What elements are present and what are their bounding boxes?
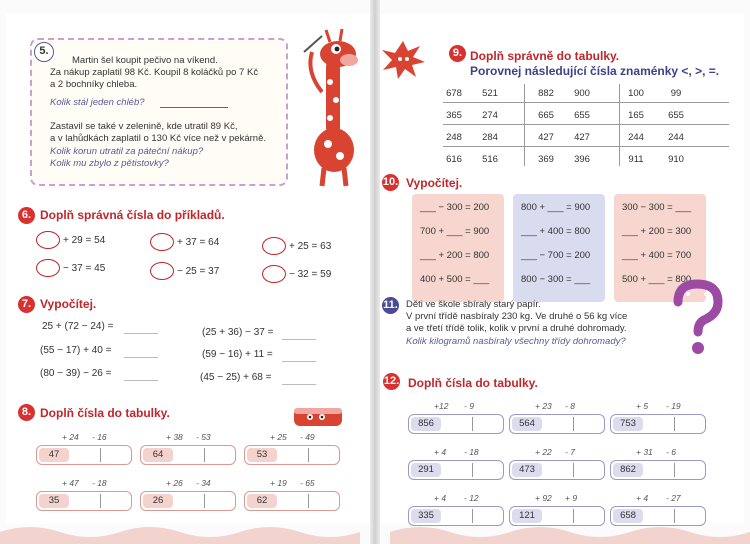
task8-answer-cell[interactable] — [205, 448, 235, 462]
table-divider — [443, 102, 729, 103]
task11-number: 11. — [382, 297, 399, 314]
task11-line: Děti ve škole sbíraly starý papír. — [406, 299, 541, 310]
table-number: 427 — [538, 132, 554, 143]
task12-answer-cell[interactable] — [443, 417, 473, 431]
task7-title: Vypočítej. — [40, 297, 97, 311]
pencil-case-illustration — [288, 400, 348, 430]
task12-answer-cell[interactable] — [473, 509, 503, 523]
task5-line: Za nákup zaplatil 98 Kč. Koupil 8 koláčků po 7 Kč — [50, 67, 259, 78]
task8-operation-label: - 18 — [92, 478, 107, 488]
task12-answer-cell[interactable] — [645, 509, 675, 523]
table-number: 284 — [482, 132, 498, 143]
task12-operation-label: - 12 — [464, 493, 479, 503]
task11-question: Kolik kilogramů nasbíraly všechny třídy dohromady? — [406, 336, 626, 347]
task7-expression: (45 − 25) + 68 = — [200, 372, 272, 383]
task6-equation: + 29 = 54 — [63, 235, 106, 246]
task12-start-value: 862 — [613, 463, 643, 477]
task12-start-value: 753 — [613, 417, 643, 431]
task6-equation: + 37 = 64 — [177, 237, 220, 248]
task8-answer-cell[interactable] — [205, 494, 235, 508]
table-number: 274 — [482, 110, 498, 121]
task8-start-value: 47 — [39, 448, 69, 462]
task12-start-value: 291 — [411, 463, 441, 477]
task12-start-value: 121 — [512, 509, 542, 523]
task10-equation[interactable]: ___ + 400 = 800 — [521, 226, 591, 237]
task6-answer-circle[interactable] — [150, 233, 174, 251]
task5-question: Kolik korun utratil za páteční nákup? — [50, 146, 204, 157]
task6-equation: + 25 = 63 — [289, 241, 332, 252]
task8-operation-label: - 65 — [300, 478, 315, 488]
task12-chain-row — [408, 460, 504, 480]
task5-line: Martin šel koupit pečivo na víkend. — [72, 55, 218, 66]
task10-equation[interactable]: 700 + ___ = 900 — [420, 226, 490, 237]
task12-operation-label: - 8 — [565, 401, 575, 411]
task12-start-value: 473 — [512, 463, 542, 477]
task12-operation-label: + 92 — [535, 493, 552, 503]
task12-operation-label: + 22 — [535, 447, 552, 457]
task12-operation-label: - 7 — [565, 447, 575, 457]
task6-equation: − 25 = 37 — [177, 266, 220, 277]
task12-operation-label: + 4 — [434, 447, 447, 457]
task8-operation-label: - 49 — [300, 432, 315, 442]
task12-answer-cell[interactable] — [544, 417, 574, 431]
task8-title: Doplň čísla do tabulky. — [40, 406, 170, 420]
task8-start-value: 62 — [247, 494, 277, 508]
task7-answer-line[interactable] — [124, 380, 158, 381]
task12-answer-cell[interactable] — [544, 463, 574, 477]
task5-line: a 2 bochníky chleba. — [50, 79, 138, 90]
task8-chain-row — [244, 491, 340, 511]
table-number: 99 — [670, 88, 682, 99]
task12-start-value: 658 — [613, 509, 643, 523]
task12-start-value: 335 — [411, 509, 441, 523]
task12-operation-label: - 18 — [464, 447, 479, 457]
task12-operation-label: - 27 — [666, 493, 681, 503]
table-number: 910 — [668, 154, 684, 165]
question-mark-illustration — [664, 278, 730, 358]
task7-answer-line[interactable] — [124, 357, 158, 358]
task10-equation[interactable]: 800 + ___ = 900 — [521, 202, 591, 213]
task9-title: Doplň správně do tabulky. — [470, 49, 620, 63]
task7-answer-line[interactable] — [124, 333, 158, 334]
task8-operation-label: + 38 — [166, 432, 183, 442]
task10-equation[interactable]: ___ − 700 = 200 — [521, 250, 591, 261]
task12-answer-cell[interactable] — [574, 417, 604, 431]
task7-expression: (25 + 36) − 37 = — [202, 327, 274, 338]
task5-number: 5. — [34, 42, 54, 62]
task7-answer-line[interactable] — [282, 339, 316, 340]
task12-operation-label: +12 — [434, 401, 449, 411]
task8-start-value: 35 — [39, 494, 69, 508]
task12-chain-row — [408, 414, 504, 434]
task8-number: 8. — [18, 404, 35, 421]
task12-operation-label: - 6 — [666, 447, 676, 457]
task10-equation[interactable]: 300 − 300 = ___ — [622, 202, 692, 213]
table-divider — [443, 124, 729, 125]
task10-title: Vypočítej. — [406, 176, 463, 190]
task12-answer-cell[interactable] — [574, 463, 604, 477]
task12-answer-cell[interactable] — [675, 463, 705, 477]
task8-chain-row — [140, 491, 236, 511]
task5-question: Kolik mu zbylo z pětistovky? — [50, 158, 169, 169]
task12-chain-row — [509, 414, 605, 434]
table-number: 521 — [482, 88, 498, 99]
task12-answer-cell[interactable] — [645, 417, 675, 431]
task8-chain-row — [36, 491, 132, 511]
task12-answer-cell[interactable] — [544, 509, 574, 523]
task12-chain-row — [610, 414, 706, 434]
task8-operation-label: - 53 — [196, 432, 211, 442]
task11-line: a ve třetí třídě tolik, kolik v první a druhé dohromady. — [406, 323, 627, 334]
task9-number: 9. — [449, 45, 466, 62]
task6-answer-circle[interactable] — [36, 259, 60, 277]
task12-operation-label: + 31 — [636, 447, 653, 457]
task7-expression: 25 + (72 − 24) = — [42, 321, 114, 332]
task8-answer-cell[interactable] — [309, 448, 339, 462]
task5-line: a v lahůdkách zaplatil o 130 Kč více než v pekárně. — [50, 133, 266, 144]
task12-answer-cell[interactable] — [574, 509, 604, 523]
table-number: 244 — [628, 132, 644, 143]
task6-title: Doplň správná čísla do příkladů. — [40, 208, 225, 222]
task6-equation: − 37 = 45 — [63, 263, 106, 274]
table-number: 248 — [446, 132, 462, 143]
task8-answer-cell[interactable] — [101, 494, 131, 508]
task12-answer-cell[interactable] — [443, 463, 473, 477]
task6-answer-circle[interactable] — [262, 237, 286, 255]
task12-answer-cell[interactable] — [473, 463, 503, 477]
task12-answer-cell[interactable] — [473, 417, 503, 431]
task12-number: 12. — [383, 373, 400, 390]
task12-operation-label: - 19 — [666, 401, 681, 411]
task12-operation-label: + 5 — [636, 401, 649, 411]
task8-answer-cell[interactable] — [101, 448, 131, 462]
task7-expression: (59 − 16) + 11 = — [202, 349, 273, 360]
giraffe-illustration — [292, 22, 368, 190]
task12-chain-row — [509, 460, 605, 480]
task5-answer-line[interactable] — [160, 107, 228, 108]
task8-start-value: 64 — [143, 448, 173, 462]
task7-expression: (55 − 17) + 40 = — [40, 345, 112, 356]
book-gutter — [370, 0, 380, 544]
task12-operation-label: + 9 — [565, 493, 578, 503]
task12-title: Doplň čísla do tabulky. — [408, 376, 538, 390]
table-number: 427 — [574, 132, 590, 143]
task8-operation-label: + 47 — [62, 478, 79, 488]
task10-equation[interactable]: ___ + 200 = 800 — [420, 250, 490, 261]
task8-start-value: 53 — [247, 448, 277, 462]
task8-chain-row — [244, 445, 340, 465]
table-number: 655 — [668, 110, 684, 121]
task8-answer-cell[interactable] — [71, 448, 101, 462]
task12-start-value: 856 — [411, 417, 441, 431]
task12-operation-label: + 4 — [636, 493, 649, 503]
task6-answer-circle[interactable] — [262, 265, 286, 283]
table-number: 678 — [446, 88, 462, 99]
task12-answer-cell[interactable] — [675, 417, 705, 431]
task8-answer-cell[interactable] — [309, 494, 339, 508]
table-number: 900 — [574, 88, 590, 99]
task12-answer-cell[interactable] — [443, 509, 473, 523]
table-number: 369 — [538, 154, 554, 165]
table-number: 655 — [574, 110, 590, 121]
table-number: 516 — [482, 154, 498, 165]
task12-answer-cell[interactable] — [645, 463, 675, 477]
task9-subtitle: Porovnej následující čísla znaménky <, >, =. — [470, 64, 720, 78]
task8-operation-label: + 24 — [62, 432, 79, 442]
task10-number: 10. — [382, 174, 399, 191]
task8-chain-row — [36, 445, 132, 465]
table-number: 882 — [538, 88, 554, 99]
task8-operation-label: - 34 — [196, 478, 211, 488]
table-divider — [524, 84, 525, 166]
table-number: 911 — [628, 154, 644, 165]
task10-equation[interactable]: ___ + 400 = 700 — [622, 250, 692, 261]
table-number: 396 — [574, 154, 590, 165]
table-number: 100 — [628, 88, 644, 99]
task12-operation-label: + 4 — [434, 493, 447, 503]
task5-question: Kolik stál jeden chléb? — [50, 97, 145, 108]
paint-splat-illustration — [380, 38, 426, 80]
task8-operation-label: + 25 — [270, 432, 287, 442]
task12-start-value: 564 — [512, 417, 542, 431]
table-number: 165 — [628, 110, 644, 121]
task8-start-value: 26 — [143, 494, 173, 508]
task10-equation[interactable]: ___ − 300 = 200 — [420, 202, 490, 213]
task7-expression: (80 − 39) − 26 = — [40, 368, 112, 379]
task12-operation-label: - 9 — [464, 401, 474, 411]
table-number: 244 — [668, 132, 684, 143]
table-divider — [443, 146, 729, 147]
task6-answer-circle[interactable] — [36, 231, 60, 249]
task11-line: V první třídě nasbíraly 230 kg. Ve druhé o 56 kg více — [406, 311, 628, 322]
task8-answer-cell[interactable] — [175, 448, 205, 462]
task8-operation-label: + 19 — [270, 478, 287, 488]
task8-operation-label: + 26 — [166, 478, 183, 488]
task6-answer-circle[interactable] — [150, 262, 174, 280]
task12-chain-row — [610, 460, 706, 480]
task10-equation[interactable]: 400 + 500 = ___ — [420, 274, 490, 285]
table-number: 365 — [446, 110, 462, 121]
task8-answer-cell[interactable] — [175, 494, 205, 508]
task8-answer-cell[interactable] — [71, 494, 101, 508]
task8-operation-label: - 16 — [92, 432, 107, 442]
task6-number: 6. — [18, 207, 35, 224]
bottom-wave-decoration — [0, 522, 750, 544]
task8-answer-cell[interactable] — [279, 448, 309, 462]
task7-answer-line[interactable] — [282, 361, 316, 362]
task12-operation-label: + 23 — [535, 401, 552, 411]
task7-answer-line[interactable] — [282, 384, 316, 385]
task6-equation: − 32 = 59 — [289, 269, 332, 280]
task8-answer-cell[interactable] — [279, 494, 309, 508]
task7-number: 7. — [18, 296, 35, 313]
task10-equation[interactable]: 800 − 300 = ___ — [521, 274, 591, 285]
task12-answer-cell[interactable] — [675, 509, 705, 523]
task5-line: Zastavil se také v zelenině, kde utratil 89 Kč, — [50, 121, 238, 132]
task8-chain-row — [140, 445, 236, 465]
table-number: 665 — [538, 110, 554, 121]
task10-equation[interactable]: 500 + ___ = 800 — [622, 274, 692, 285]
task10-equation[interactable]: ___ + 200 = 300 — [622, 226, 692, 237]
table-number: 616 — [446, 154, 462, 165]
